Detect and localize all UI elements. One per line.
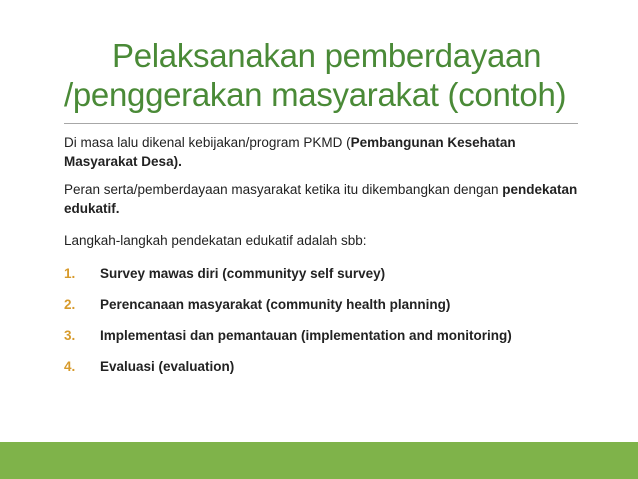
paragraph-pkmd-text: Di masa lalu dikenal kebijakan/program PKMD ( xyxy=(64,135,351,150)
slide-title xyxy=(64,36,584,114)
paragraph-pkmd-bold: Pembangunan Kesehatan Masyarakat Desa). xyxy=(64,135,516,169)
paragraph-langkah: Langkah-langkah pendekatan edukatif adalah sbb: xyxy=(64,233,367,248)
title-line-2: /penggerakan masyarakat (contoh) xyxy=(64,76,567,113)
title-divider xyxy=(64,123,578,124)
paragraph-peran-serta-bold: pendekatan edukatif. xyxy=(64,182,578,216)
list-text: Evaluasi (evaluation) xyxy=(100,359,235,374)
list-text: Perencanaan masyarakat (community health planning) xyxy=(100,297,451,312)
title-line-1: Pelaksanakan pemberdayaan xyxy=(112,37,542,74)
paragraph-peran-serta-text: Peran serta/pemberdayaan masyarakat ketika itu dikembangkan dengan xyxy=(64,182,503,197)
list-number: 3. xyxy=(64,328,76,343)
paragraph-peran-serta xyxy=(64,180,589,218)
list-number: 1. xyxy=(64,266,76,281)
bottom-accent-bar xyxy=(0,442,638,479)
list-text: Implementasi dan pemantauan (implementation and monitoring) xyxy=(100,328,512,343)
list-number: 4. xyxy=(64,359,76,374)
list-text: Survey mawas diri (communityy self survey) xyxy=(100,266,386,281)
paragraph-pkmd xyxy=(64,133,589,171)
list-number: 2. xyxy=(64,297,76,312)
